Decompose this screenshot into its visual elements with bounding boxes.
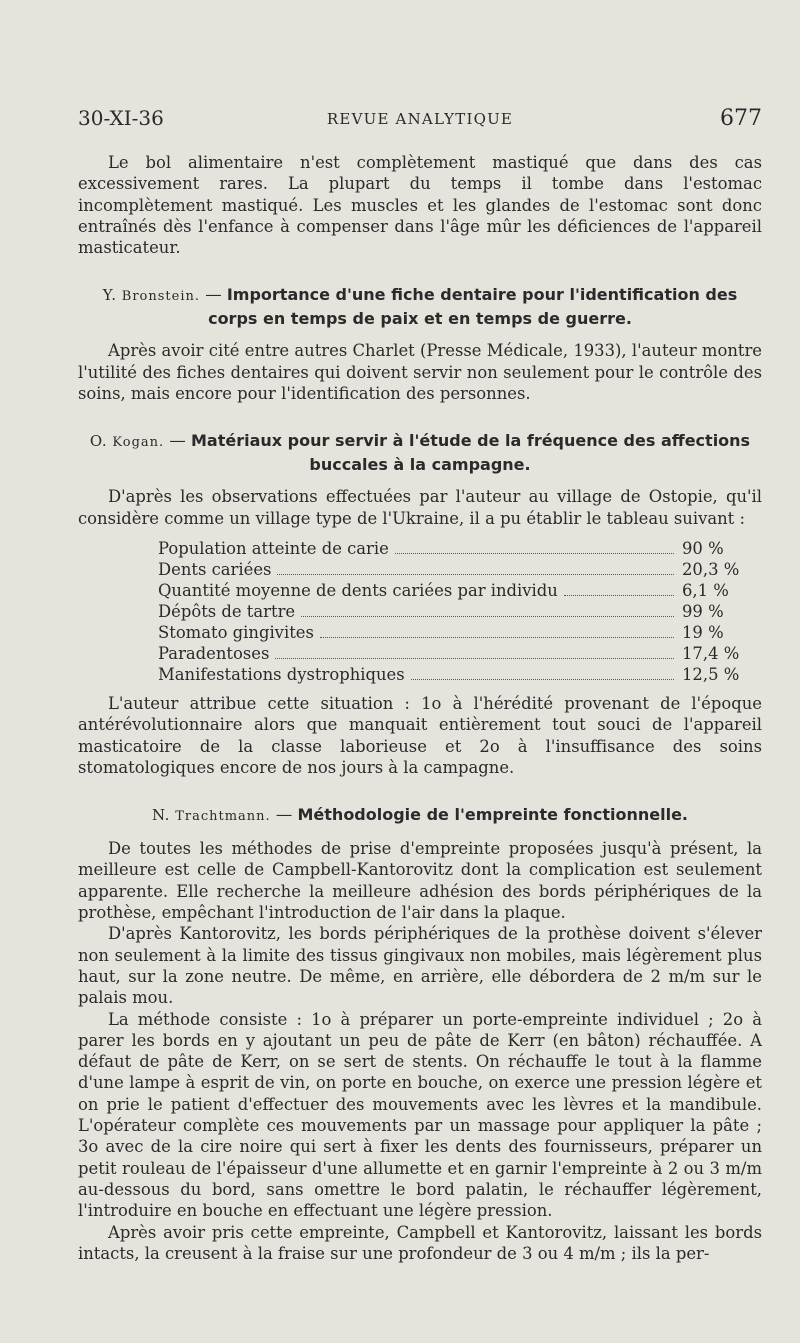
stat-row <box>158 601 758 622</box>
stat-label: Dents cariées <box>158 559 272 579</box>
article-paragraph: Après avoir pris cette empreinte, Campbell et Kantorovitz, laissant les bords intacts, la creusent à la fraise sur une profondeur de 3 ou 4 m/m ; ils la per- <box>78 1222 762 1263</box>
article-author: N. Trachtmann. <box>151 806 271 825</box>
running-header <box>78 104 762 136</box>
stat-row <box>158 643 758 664</box>
stat-row <box>158 559 758 580</box>
stat-value: 17,4 % <box>682 643 740 663</box>
dot-leader <box>411 679 674 680</box>
page-number: 677 <box>720 106 762 131</box>
stat-row <box>158 622 758 643</box>
article-paragraph: L'auteur attribue cette situation : 1o à l'hérédité provenant de l'époque antérévolutionnaire alors que manquait entièrement tout souci de l'appareil masticatoire de la classe laborieuse et 2o à l'insuffisance des soins stomatologiques encore de nos jours à la campagne. <box>78 693 762 777</box>
stat-value: 19 % <box>682 622 724 642</box>
dot-leader <box>277 574 674 575</box>
stat-label: Manifestations dystrophiques <box>158 664 405 684</box>
heading-separator: — <box>205 285 222 305</box>
article-title: Matériaux pour servir à l'étude de la fréquence des affections buccales à la campagne. <box>191 431 751 475</box>
stat-label: Quantité moyenne de dents cariées par individu <box>158 580 558 600</box>
stat-row <box>158 580 758 601</box>
dot-leader <box>301 616 674 617</box>
heading-separator: — <box>169 431 186 451</box>
dot-leader <box>275 658 674 659</box>
stat-value: 12,5 % <box>682 664 740 684</box>
dot-leader <box>395 553 674 554</box>
stat-label: Stomato gingivites <box>158 622 314 642</box>
article-heading-trachtmann <box>78 804 762 828</box>
article-author: Y. Bronstein. <box>102 286 200 305</box>
intro-paragraph: Le bol alimentaire n'est complètement mastiqué que dans des cas excessivement rares. La plupart du temps il tombe dans l'estomac incomplètement mastiqué. Les muscles et les glandes de l'estomac sont donc entraînés dès l'enfance à compenser dans l'âge mûr les déficiences de l'appareil masticateur. <box>78 153 762 258</box>
article-heading-bronstein <box>78 284 762 330</box>
article-heading-kogan <box>78 430 762 476</box>
stat-label: Dépôts de tartre <box>158 601 296 621</box>
journal-title: REVUE ANALYTIQUE <box>326 110 514 128</box>
article-paragraph: D'après les observations effectuées par l'auteur au village de Ostopie, qu'il considère comme un village type de l'Ukraine, il a pu établir le tableau suivant : <box>78 487 762 528</box>
article-paragraph: Après avoir cité entre autres Charlet (Presse Médicale, 1933), l'auteur montre l'utilité des fiches dentaires qui doivent servir non seulement pour le contrôle des soins, mais encore pour l'identification des personnes. <box>78 341 762 404</box>
issue-date: 30-XI-36 <box>78 106 164 130</box>
stat-label: Paradentoses <box>158 643 270 663</box>
article-title: Importance d'une fiche dentaire pour l'identification des corps en temps de paix et en temps de guerre. <box>208 285 738 329</box>
article-author: O. Kogan. <box>89 432 165 451</box>
dot-leader <box>320 637 674 638</box>
dot-leader <box>564 595 674 596</box>
statistics-table <box>158 538 758 685</box>
article-paragraph: D'après Kantorovitz, les bords périphériques de la prothèse doivent s'élever non seulement à la limite des tissus gingivaux non mobiles, mais légèrement plus haut, sur la zone neutre. De même, en arrière, elle débordera de 2 m/m sur le palais mou. <box>78 924 762 1008</box>
article-title: Méthodologie de l'empreinte fonctionnelle. <box>297 805 688 825</box>
stat-row <box>158 664 758 685</box>
page-body <box>78 152 762 1264</box>
stat-row <box>158 538 758 559</box>
stat-value: 6,1 % <box>682 580 729 600</box>
stat-value: 90 % <box>682 538 724 558</box>
stat-label: Population atteinte de carie <box>158 538 389 558</box>
article-paragraph: La méthode consiste : 1o à préparer un porte-empreinte individuel ; 2o à parer les bords en y ajoutant un peu de pâte de Kerr (en bâton) réchauffée. A défaut de pâte de Kerr, on se sert de stents. On réchauffe le tout à la flamme d'une lampe à esprit de vin, on porte en bouche, on exerce une pression légère et on prie le patient d'effectuer des mouvements avec les lèvres et la mandibule. L'opérateur complète ces mouvements par un massage pour appliquer la pâte ; 3o avec de la cire noire qui sert à fixer les dents des fournisseurs, préparer un petit rouleau de l'épaisseur d'une allumette et en garnir l'empreinte à 2 ou 3 m/m au-dessous du bord, sans omettre le bord palatin, le réchauffer légèrement, l'introduire en bouche en effectuant une légère pression. <box>78 1009 762 1221</box>
stat-value: 99 % <box>682 601 724 621</box>
heading-separator: — <box>275 805 293 825</box>
stat-value: 20,3 % <box>682 559 740 579</box>
article-paragraph: De toutes les méthodes de prise d'empreinte proposées jusqu'à présent, la meilleure est celle de Campbell-Kantorovitz dont la complication est seulement apparente. Elle recherche la meilleure adhésion des bords périphériques de la prothèse, empêchant l'introduction de l'air dans la plaque. <box>78 839 762 923</box>
